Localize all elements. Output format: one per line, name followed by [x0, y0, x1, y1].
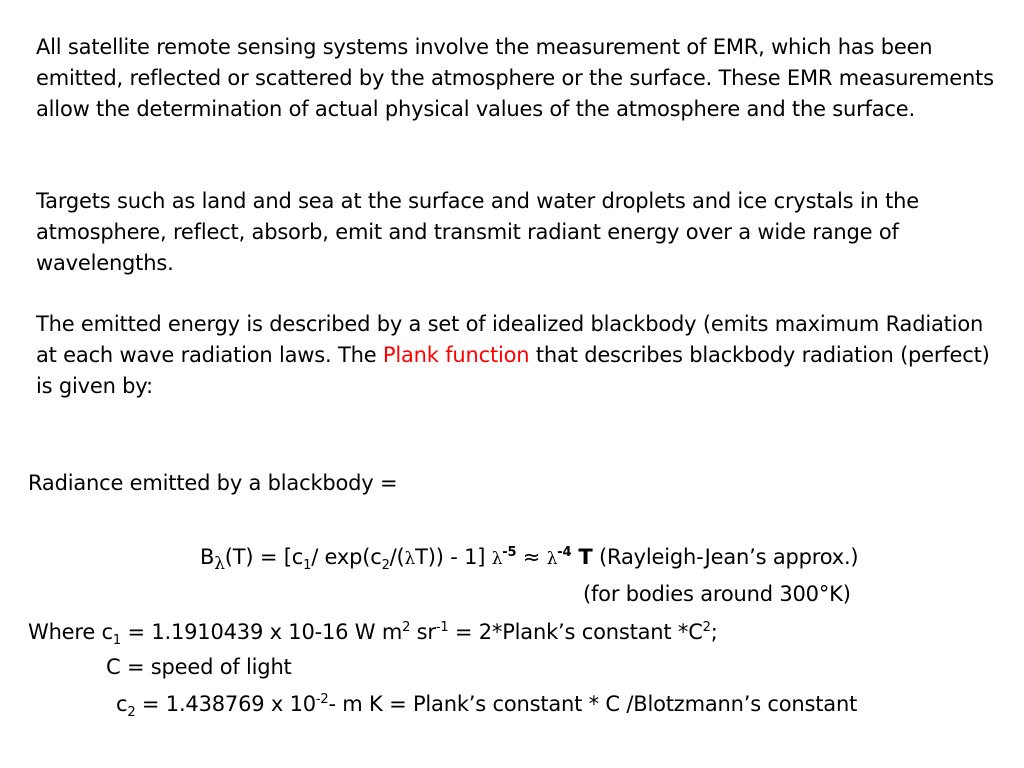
- where-prefix: Where c: [28, 620, 113, 644]
- formula-part4: T)) - 1]: [415, 545, 492, 569]
- formula-b: B: [200, 545, 215, 569]
- formula-part3: /(: [389, 545, 405, 569]
- intro-paragraph: All satellite remote sensing systems involve the measurement of EMR, which has been emitted, reflected or scattered by the atmosphere or the surface. These EMR measurements allow the determination of actual physical values of the atmosphere and the surface.: [36, 35, 994, 121]
- where-sup2: -1: [435, 620, 449, 635]
- speed-of-light-line: C = speed of light: [106, 655, 292, 679]
- formula-t: T: [571, 545, 593, 569]
- where-sub: 1: [112, 633, 121, 649]
- formula-sub1: 1: [303, 558, 312, 574]
- radiance-label: Radiance emitted by a blackbody =: [28, 471, 398, 495]
- plank-formula: [200, 543, 858, 573]
- formula-lambda4: λ: [546, 549, 558, 569]
- targets-paragraph: Targets such as land and sea at the surface and water droplets and ice crystals in the atmosphere, reflect, absorb, emit and transmit radiant energy over a wide range of wavelengths.: [36, 189, 919, 275]
- where-sup3: 2: [702, 620, 711, 635]
- formula-part2: / exp(c: [311, 545, 382, 569]
- where-sup1: 2: [402, 620, 411, 635]
- formula-exp2: -4: [557, 545, 572, 560]
- plank-paragraph-start: The emitted energy is described by a set of idealized blackbody (emits maximum Radiation at each wave radiation laws. The: [36, 312, 984, 367]
- formula-lambda3: λ: [491, 549, 503, 569]
- where-part2: sr: [410, 620, 436, 644]
- where-c1-line: [28, 618, 718, 649]
- c2-line: [116, 690, 858, 721]
- plank-paragraph: [36, 309, 996, 402]
- formula-approx: ≈: [516, 545, 547, 569]
- c2-sub: 2: [127, 705, 136, 721]
- formula-lambda-sub: λ: [214, 554, 225, 575]
- c2-part2: - m K = Plank’s constant * C /Blotzmann’s constant: [328, 692, 858, 716]
- bodies-note: (for bodies around 300°K): [583, 582, 851, 606]
- where-part1: = 1.1910439 x 10-16 W m: [121, 620, 403, 644]
- formula-lambda2: λ: [404, 549, 416, 569]
- c2-prefix: c: [116, 692, 128, 716]
- plank-function-highlight: Plank function: [382, 343, 530, 367]
- formula-exp1: -5: [502, 545, 517, 560]
- where-part4: ;: [710, 620, 718, 644]
- formula-sub2: 2: [381, 558, 390, 574]
- formula-part1: (T) = [c: [224, 545, 304, 569]
- c2-part1: = 1.438769 x 10: [135, 692, 316, 716]
- formula-note: (Rayleigh-Jean’s approx.): [592, 545, 859, 569]
- plank-paragraph-end: that describes blackbody radiation (perfect) is given by:: [36, 343, 990, 398]
- c2-sup: -2: [315, 692, 329, 707]
- where-part3: = 2*Plank’s constant *C: [448, 620, 703, 644]
